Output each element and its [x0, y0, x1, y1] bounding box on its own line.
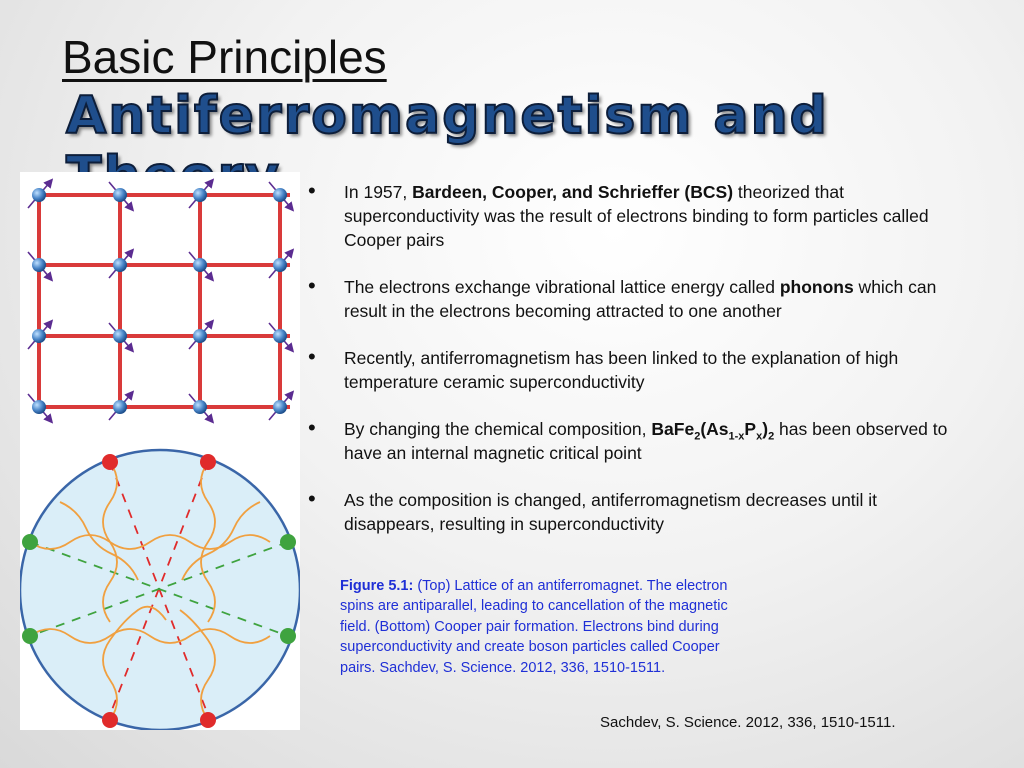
lattice-bonds [38, 190, 290, 412]
lattice-atom [193, 188, 207, 202]
figure-caption [340, 576, 750, 678]
bullet-glyph: • [308, 486, 316, 511]
lattice-atom [113, 258, 127, 272]
lattice-atom [193, 400, 207, 414]
figure-illustration [20, 172, 300, 730]
lattice-atoms [32, 188, 287, 414]
bullet-item [308, 417, 958, 465]
figure-image [20, 172, 300, 730]
bullet-list [308, 180, 958, 559]
caption-text: (Top) Lattice of an antiferromagnet. The electron spins are antiparallel, leading to cancellation of the magnetic field. (Bottom) Cooper pair formation. Electrons bind during superconductivity and create boson particles called Cooper pairs. Sachdev, S. Science. 2012, 336, 1510-1511. [340, 578, 728, 676]
lattice-atom [32, 400, 46, 414]
bullet-text: Recently, antiferromagnetism has been linked to the explanation of high temperature ceramic superconductivity [344, 348, 899, 392]
bullet-text: The electrons exchange vibrational lattice energy called phonons which can result in the electrons becoming attracted to one another [344, 277, 937, 321]
bullet-text: As the composition is changed, antiferromagnetism decreases until it disappears, resulting in superconductivity [344, 490, 878, 534]
bullet-item [308, 275, 958, 323]
bullet-glyph: • [308, 273, 316, 298]
lattice-atom [273, 400, 287, 414]
lattice-atom [273, 258, 287, 272]
bullet-text: By changing the chemical composition, $BaFe_2(As_{1-x}P_x)_2$ has been observed to have an internal magnetic critical point [344, 419, 948, 463]
bullet-glyph: • [308, 178, 316, 203]
lattice-atom [273, 329, 287, 343]
antiferromagnet-lattice [28, 182, 291, 420]
lattice-atom [193, 258, 207, 272]
bullet-item [308, 180, 958, 252]
lattice-atom [32, 188, 46, 202]
slide-title: Basic Principles [62, 31, 387, 83]
lattice-atom [32, 258, 46, 272]
bullet-text: In 1957, Bardeen, Cooper, and Schrieffer (BCS) theorized that superconductivity was the result of electrons binding to form particles called Cooper pairs [344, 182, 929, 250]
lattice-atom [273, 188, 287, 202]
lattice-atom [32, 329, 46, 343]
lattice-atom [113, 400, 127, 414]
spin-arrows [28, 182, 291, 420]
lattice-atom [113, 329, 127, 343]
caption-label: Figure 5.1: [340, 578, 414, 594]
chemical-formula: $BaFe_2(As_{1-x}P_x)_2$ [651, 419, 775, 443]
bullet-glyph: • [308, 344, 316, 369]
bullet-glyph: • [308, 415, 316, 440]
cooper-pair-diagram [20, 450, 300, 730]
citation: Sachdev, S. Science. 2012, 336, 1510-1511. [600, 714, 896, 731]
lattice-atom [113, 188, 127, 202]
bullet-item [308, 488, 958, 536]
bullet-item [308, 346, 958, 394]
lattice-atom [193, 329, 207, 343]
slide-subtitle: Antiferromagnetism and [66, 86, 829, 146]
